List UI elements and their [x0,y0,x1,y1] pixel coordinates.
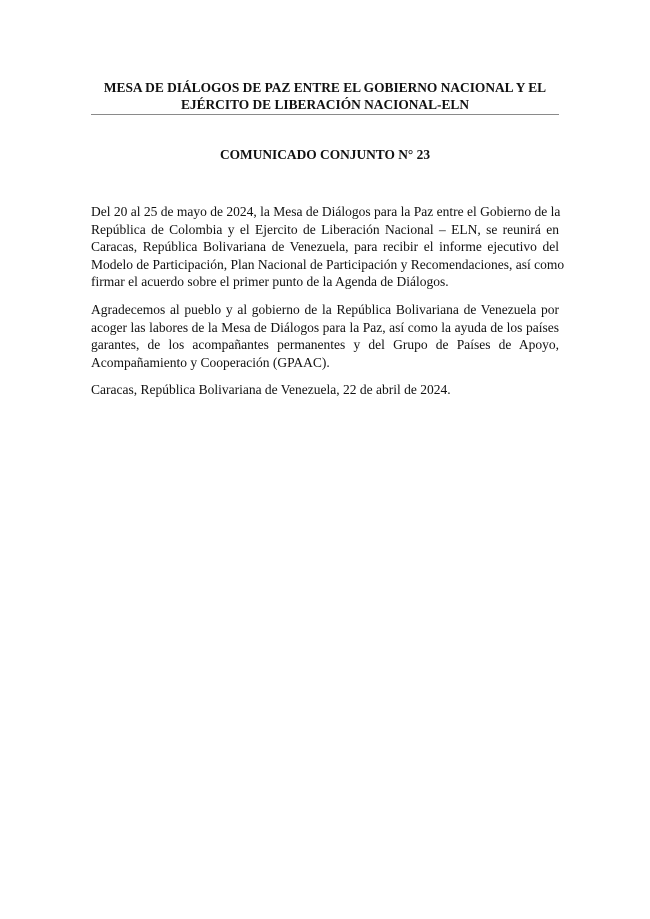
paragraph-line: Modelo de Participación, Plan Nacional de Participación y Recomendaciones, así como [91,256,565,272]
header-title-line-2: EJÉRCITO DE LIBERACIÓN NACIONAL-ELN [180,97,470,112]
document-header [91,79,559,113]
communique-title: COMUNICADO CONJUNTO N° 23 [219,147,431,162]
paragraph-line: Caracas, República Bolivariana de Venezuela, 22 de abril de 2024. [91,382,451,398]
paragraph-line: República de Colombia y el Ejercito de Liberación Nacional – ELN, se reunirá en [91,221,559,237]
paragraph-line: Caracas, República Bolivariana de Venezuela, para recibir el informe ejecutivo del [91,239,559,255]
paragraph-line: Del 20 al 25 de mayo de 2024, la Mesa de Diálogos para la Paz entre el Gobierno de la [91,204,561,219]
paragraph-line: Agradecemos al pueblo y al gobierno de la República Bolivariana de Venezuela por [91,301,559,317]
paragraph-line: Acompañamiento y Cooperación (GPAAC). [91,354,330,370]
paragraph-2 [91,301,559,371]
closing-date-line [91,381,559,399]
paragraph-line: garantes, de los acompañantes permanentes y del Grupo de Países de Apoyo, [91,337,559,353]
header-divider [91,114,559,115]
paragraph-1 [91,203,565,291]
document-body [91,203,565,409]
paragraph-line: acoger las labores de la Mesa de Diálogos para la Paz, así como la ayuda de los países [91,319,559,335]
paragraph-line: firmar el acuerdo sobre el primer punto de la Agenda de Diálogos. [91,274,449,290]
header-title-line-1: MESA DE DIÁLOGOS DE PAZ ENTRE EL GOBIERNO NACIONAL Y EL [103,80,547,95]
